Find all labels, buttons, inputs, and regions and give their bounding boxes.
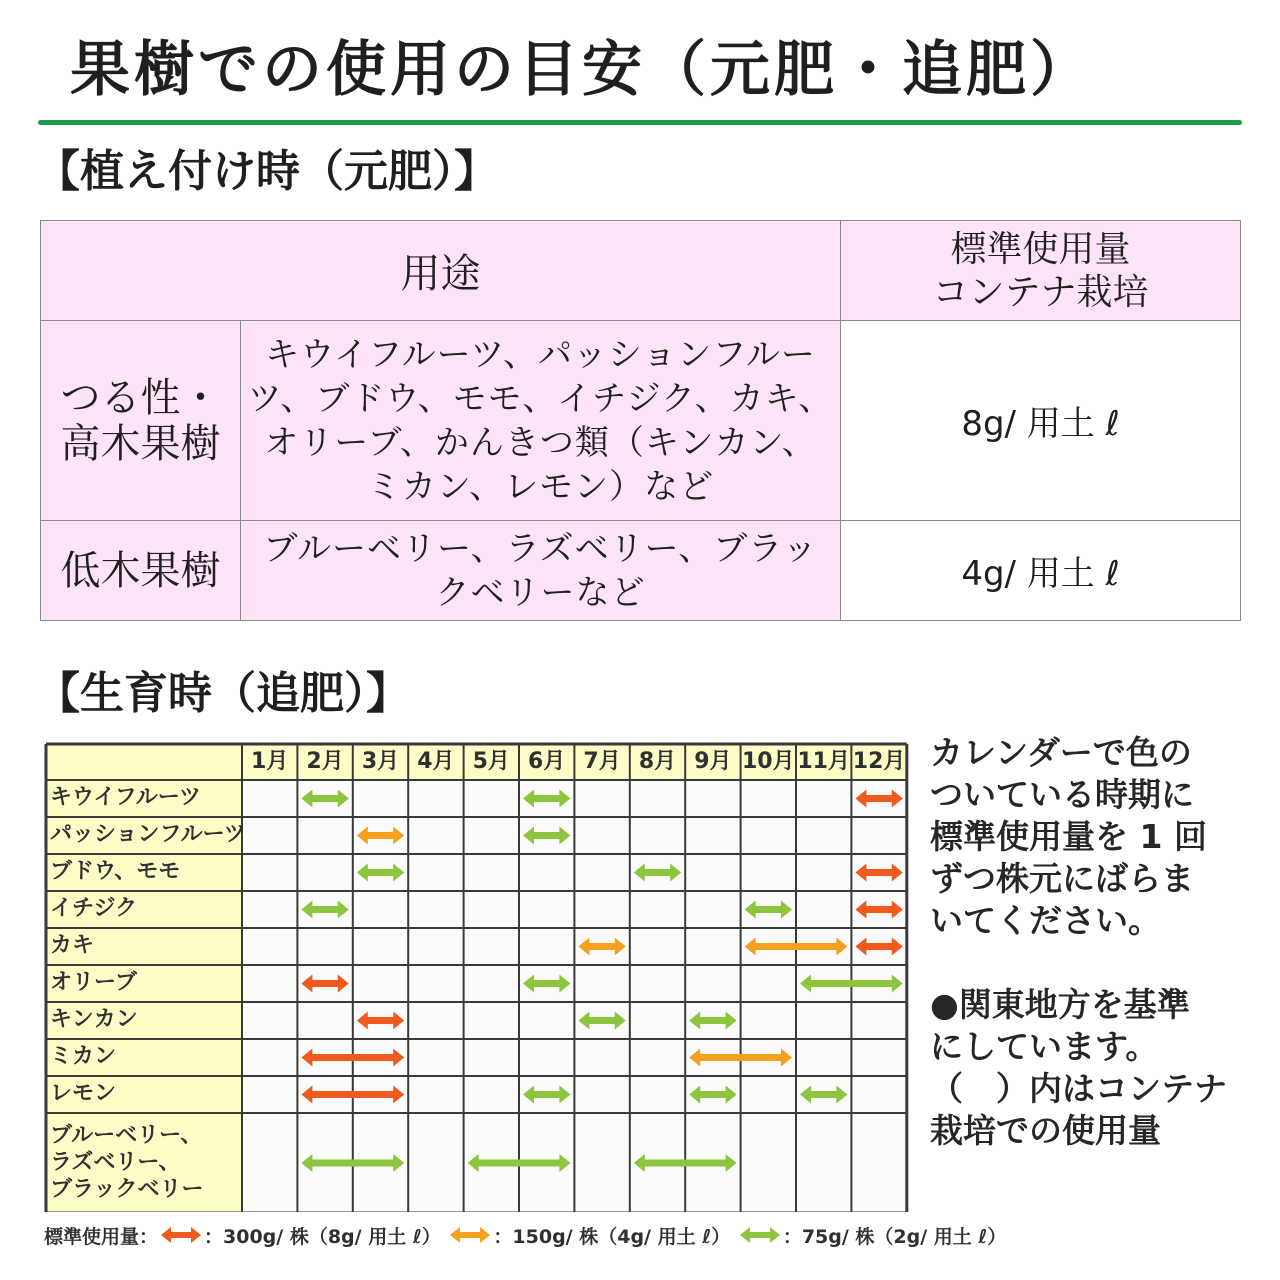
header-use: 用途 [41, 221, 841, 321]
fertilize-arrow-red [855, 901, 902, 919]
legend-label: 標準使用量： [44, 1226, 159, 1248]
month-label: 5月 [472, 749, 510, 774]
crops-line: キウイフルーツ、パッションフルー [265, 334, 816, 375]
fertilize-arrow-green [689, 1086, 736, 1104]
month-label: 7月 [583, 749, 621, 774]
fertilize-arrow-green [634, 864, 681, 882]
basal-heading: 【植え付け時（元肥）】 [36, 146, 498, 197]
legend-red-text: ：300g/ 株（8g/ 用土 ℓ） [204, 1226, 441, 1248]
crop-label: キウイフルーツ [50, 785, 201, 810]
fertilize-arrow-orange [357, 827, 404, 845]
usage-note [930, 732, 1250, 1152]
fertilize-arrow-green [689, 1012, 736, 1030]
note-line: いてください。 [930, 901, 1161, 940]
note-line: 標準使用量を 1 回 [930, 817, 1207, 856]
month-label: 8月 [638, 749, 677, 774]
category-cell [41, 321, 241, 521]
fertilize-arrow-green [301, 901, 348, 919]
fertilize-arrow-red [301, 975, 348, 993]
orange-arrow-icon [450, 1223, 490, 1253]
green-arrow-icon [740, 1223, 780, 1253]
calendar-legend [44, 1222, 1006, 1252]
fertilize-arrow-green [523, 790, 570, 808]
month-label: 4月 [417, 749, 455, 774]
header-standard-line1: 標準使用量 [950, 228, 1131, 270]
note-line: ●関東地方を基準 [930, 985, 1190, 1024]
topdress-heading: 【生育時（追肥）】 [36, 668, 410, 719]
note-line: にしています。 [930, 1027, 1159, 1066]
note-line: ずつ株元にばらま [930, 859, 1194, 898]
month-label: 1月 [251, 749, 289, 774]
fertilize-arrow-red [855, 938, 902, 956]
month-label: 11月 [797, 749, 850, 774]
category-cell [41, 521, 241, 621]
crop-label: ミカン [50, 1044, 117, 1069]
crops-cell [241, 321, 841, 521]
category-line: 高木果樹 [60, 420, 221, 467]
crop-label: キンカン [50, 1007, 138, 1032]
month-label: 9月 [694, 749, 732, 774]
legend-orange-text: ：150g/ 株（4g/ 用土 ℓ） [493, 1226, 731, 1248]
fertilizer-calendar [44, 742, 910, 1212]
category-line: 低木果樹 [60, 547, 221, 594]
crop-label: レモン [50, 1081, 117, 1106]
crop-label: ブルーベリー、 ラズベリー、 ブラックベリー [50, 1122, 204, 1202]
crops-line: ミカン、レモン）など [366, 466, 715, 507]
note-line: 栽培での使用量 [930, 1111, 1161, 1150]
fertilize-arrow-green [357, 864, 404, 882]
red-arrow-icon [161, 1223, 201, 1253]
basal-fertilizer-table [40, 220, 1241, 621]
header-standard-amount [841, 221, 1241, 321]
month-label: 2月 [306, 749, 344, 774]
fertilize-arrow-green [523, 827, 570, 845]
fertilize-arrow-green [523, 975, 570, 993]
fertilize-arrow-red [855, 864, 902, 882]
fertilize-arrow-green [800, 1086, 847, 1104]
fertilize-arrow-green [745, 901, 792, 919]
crops-cell [241, 521, 841, 621]
note-line: カレンダーで色の [930, 733, 1192, 772]
crop-label: パッションフルーツ [50, 822, 246, 847]
month-label: 12月 [852, 749, 906, 774]
crops-line: オリーブ、かんきつ類（キンカン、 [264, 422, 817, 463]
table-row [41, 521, 1241, 621]
category-line: つる性・ [60, 374, 221, 421]
legend-green-text: ：75g/ 株（2g/ 用土 ℓ） [782, 1226, 1007, 1248]
month-label: 3月 [361, 749, 400, 774]
fertilize-arrow-green [523, 1086, 570, 1104]
crops-line: ツ、ブドウ、モモ、イチジク、カキ、 [247, 378, 834, 419]
header-standard-line2: コンテナ栽培 [932, 271, 1149, 313]
crop-label: オリーブ [50, 970, 137, 995]
amount-cell: 4g/ 用土 ℓ [841, 521, 1241, 621]
table-row [41, 321, 1241, 521]
crops-line: クベリーなど [435, 572, 646, 613]
month-label: 10月 [741, 749, 795, 774]
crop-label: ブドウ、モモ [50, 859, 181, 884]
table-header-row [41, 221, 1241, 321]
note-line: ついている時期に [930, 775, 1194, 814]
crop-label: カキ [50, 933, 95, 958]
fertilize-arrow-red [357, 1012, 404, 1030]
title-underline [38, 120, 1242, 125]
note-line: （ ）内はコンテナ [930, 1069, 1227, 1108]
amount-cell: 8g/ 用土 ℓ [841, 321, 1241, 521]
page-title: 果樹での使用の目安（元肥・追肥） [70, 35, 1094, 105]
crops-line: ブルーベリー、ラズベリー、ブラッ [263, 528, 818, 569]
month-label: 6月 [528, 749, 566, 774]
fertilize-arrow-orange [578, 938, 625, 956]
fertilize-arrow-green [301, 790, 348, 808]
fertilize-arrow-green [578, 1012, 625, 1030]
crop-label: イチジク [50, 896, 138, 921]
fertilize-arrow-red [855, 790, 902, 808]
